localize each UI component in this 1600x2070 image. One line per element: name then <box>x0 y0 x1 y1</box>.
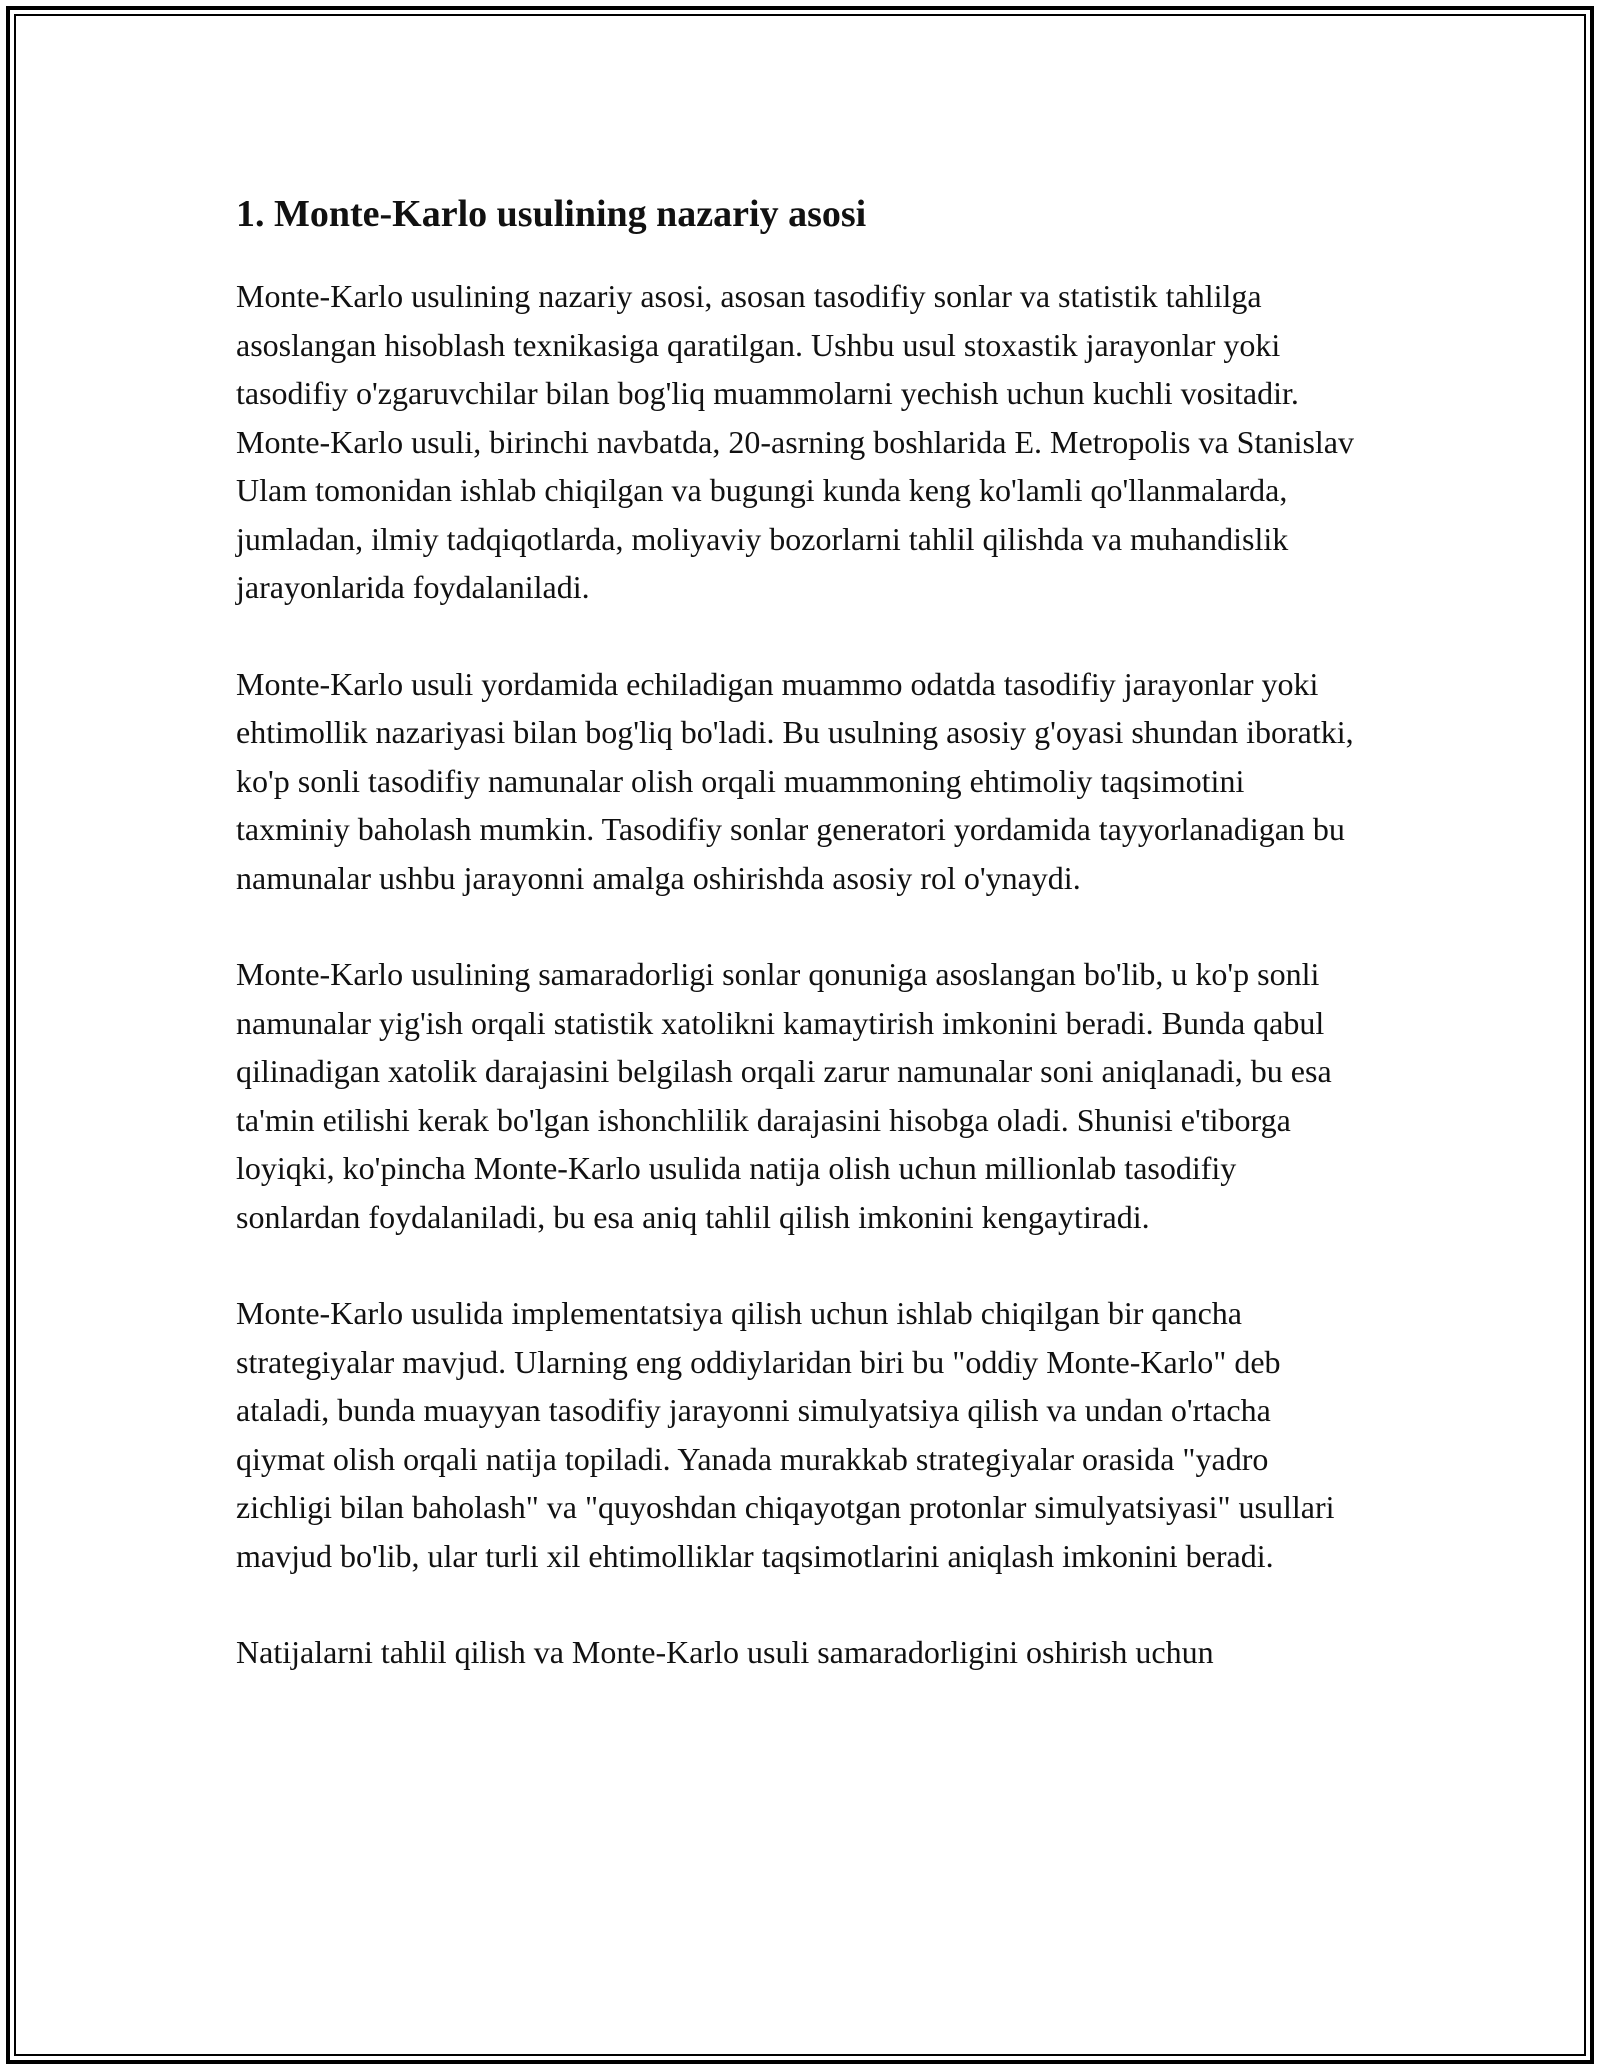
paragraph-2: Monte-Karlo usuli yordamida echiladigan muammo odatda tasodifiy jarayonlar yoki ehtimollik nazariyasi bilan bog'liq bo'ladi. Bu usulning asosiy g'oyasi shundan iboratki, ko'p sonli tasodifiy namunalar olish orqali muammoning ehtimoliy taqsimotini taxminiy baholash mumkin. Tasodifiy sonlar generatori yordamida tayyorlanadigan bu namunalar ushbu jarayonni amalga oshirishda asosiy rol o'ynaydi. <box>236 665 1354 896</box>
paragraph-3: Monte-Karlo usulining samaradorligi sonlar qonuniga asoslangan bo'lib, u ko'p sonli namunalar yig'ish orqali statistik xatolikni kamaytirish imkonini beradi. Bunda qabul qilinadigan xatolik darajasini belgilash orqali zarur namunalar soni aniqlanadi, bu esa ta'min etilishi kerak bo'lgan ishonchlilik darajasini hisobga oladi. Shunisi e'tiborga loyiqki, ko'pincha Monte-Karlo usulida natija olish uchun millionlab tasodifiy sonlardan foydalaniladi, bu esa aniq tahlil qilish imkonini kengaytiradi. <box>236 956 1332 1235</box>
document-body <box>236 184 1361 1677</box>
section-heading: 1. Monte-Karlo usulining nazariy asosi <box>236 193 867 235</box>
paragraph-1: Monte-Karlo usulining nazariy asosi, asosan tasodifiy sonlar va statistik tahlilga asoslangan hisoblash texnikasiga qaratilgan. Ushbu usul stoxastik jarayonlar yoki tasodifiy o'zgaruvchilar bilan bog'liq muammolarni yechish uchun kuchli vositadir. Monte-Karlo usuli, birinchi navbatda, 20-asrning boshlarida E. Metropolis va Stanislav Ulam tomonidan ishlab chiqilgan va bugungi kunda keng ko'lamli qo'llanmalarda, jumladan, ilmiy tadqiqotlarda, moliyaviy bozorlarni tahlil qilishda va muhandislik jarayonlarida foydalaniladi. <box>236 278 1354 605</box>
paragraph-5: Natijalarni tahlil qilish va Monte-Karlo usuli samaradorligini oshirish uchun <box>236 1634 1214 1670</box>
paragraph-4: Monte-Karlo usulida implementatsiya qilish uchun ishlab chiqilgan bir qancha strategiyalar mavjud. Ularning eng oddiylaridan biri bu "oddiy Monte-Karlo" deb ataladi, bunda muayyan tasodifiy jarayonni simulyatsiya qilish va undan o'rtacha qiymat olish orqali natija topiladi. Yanada murakkab strategiyalar orasida "yadro zichligi bilan baholash" va "quyoshdan chiqayotgan protonlar simulyatsiyasi" usullari mavjud bo'lib, ular turli xil ehtimolliklar taqsimotlarini aniqlash imkonini beradi. <box>236 1295 1335 1574</box>
